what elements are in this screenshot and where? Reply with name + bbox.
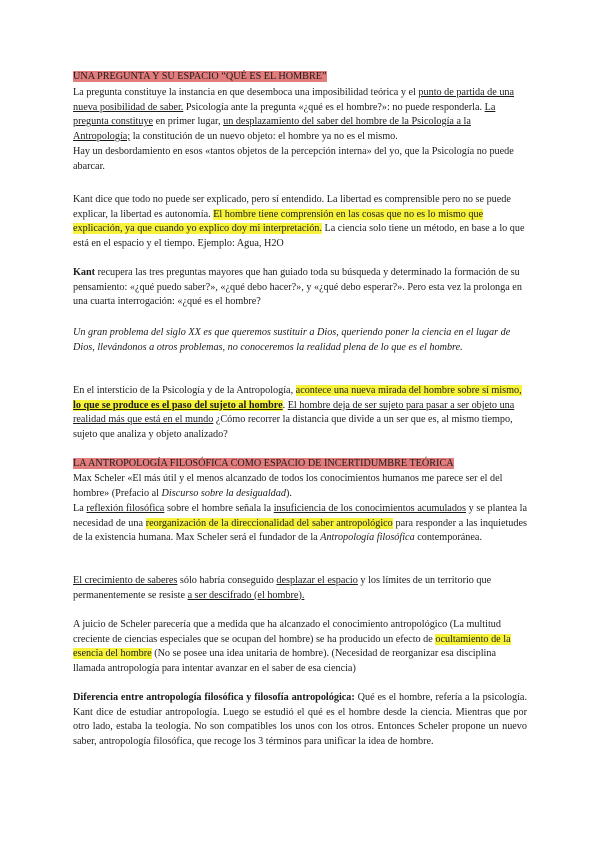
p4-bold-a: Kant	[73, 267, 96, 278]
p6-highlight-b: acontece una nueva mirada del hombre sobre sí mismo,	[295, 385, 522, 396]
section-title-2	[73, 457, 527, 472]
p3-highlight-b: El hombre tiene comprensión en las cosas que no es lo mismo que explicación, ya que cuando yo explico doy mi interpretación.	[73, 208, 484, 235]
section-title-1-text: UNA PREGUNTA Y SU ESPACIO “QUÉ ES EL HOMBRE”	[73, 71, 327, 82]
paragraph-8	[73, 502, 527, 546]
p7-italic-b: Discurso sobre la desigualdad	[161, 487, 286, 499]
p9-text-d: y los límites de un territorio que permanentemente se resiste	[73, 575, 492, 601]
p6-text-a: En el intersticio de la Psicología y de la Antropología,	[73, 385, 296, 396]
p1-text-a: La pregunta constituye la instancia en que desemboca una imposibilidad teórica y el	[73, 87, 419, 98]
paragraph-4	[73, 266, 527, 310]
paragraph-1	[73, 86, 527, 144]
p6-underline-e: El hombre deja de ser sujeto para pasar a ser objeto una realidad más que está en el mundo	[73, 399, 515, 426]
p1-underline-d: La pregunta constituye	[73, 101, 496, 128]
paragraph-6	[73, 384, 527, 442]
paragraph-7	[73, 472, 527, 501]
p2-text: Hay un desbordamiento en esos «tantos objetos de la percepción interna» del yo, que la Psicología no puede abarcar.	[73, 146, 514, 172]
p6-text-d: .	[282, 399, 288, 411]
p9-text-b: sólo habría conseguido	[177, 575, 277, 586]
paragraph-10	[73, 618, 527, 676]
p1-underline-f: un desplazamiento del saber del hombre de la Psicología a la Antropología;	[73, 116, 471, 142]
p10-highlight-b: ocultamiento de la esencia del hombre	[73, 633, 511, 660]
p10-text-c: (No se posee una idea unitaria de hombre). (Necesidad de reorganizar esa disciplina llamada antropología para intentar avanzar en el saber de esa ciencia)	[73, 648, 496, 674]
p6-highlight-bold-c: lo que se produce es el paso del sujeto al hombre	[73, 399, 283, 411]
p7-text-c: ).	[285, 487, 292, 499]
section-title-1	[73, 70, 527, 85]
p10-text-a: A juicio de Scheler parecería que a medida que ha alcanzado el conocimiento antropológico (La multitud creciente de ciencias especiales que se ocupan del hombre) se ha producido un efecto de	[73, 619, 501, 645]
p5-italic-text: Un gran problema del siglo XX es que queremos sustituir a Dios, queriendo poner la ciencia en el lugar de Dios, llevándonos a otros problemas, no conoceremos la realidad plena de lo que es el hombre.	[73, 327, 511, 353]
p8-text-e: y se plantea la necesidad de una	[73, 503, 527, 529]
paragraph-5	[73, 326, 527, 355]
p8-text-c: sobre el hombre señala la	[164, 503, 274, 514]
p8-underline-d: insuficiencia de los conocimientos acumulados	[273, 503, 466, 514]
paragraph-11	[73, 691, 527, 749]
p4-text-b: recupera las tres preguntas mayores que han guiado toda su búsqueda y determinado la formación de su pensamiento: «¿qué puedo saber?», «¿qué debo hacer?», y «¿qué debo esperar?». Pero esta vez la prolonga en una cuarta interrogación: «¿qué es el hombre?	[73, 267, 522, 308]
p8-text-g: para responder a las inquietudes de la existencia humana. Max Scheler será el fundador de la	[73, 517, 527, 544]
p11-text-b: Qué es el hombre, refería a la psicología. Kant dice de estudiar antropología. Luego se estudió el qué es el hombre desde la ciencia. Mientras que por otro lado, estaba la teología. No son compatibles los unos con los otros. Entonces Scheler propone un nuevo saber, antropología filosófica, que recoge los 3 términos para unificar la idea de hombre.	[73, 692, 527, 747]
p8-text-a: La	[73, 503, 87, 514]
p7-text-a: Max Scheler «El más útil y el menos alcanzado de todos los conocimientos humanos me parece ser el del hombre» (Prefacio al	[73, 473, 503, 499]
p1-text-c: Psicología ante la pregunta «¿qué es el hombre?»: no puede responderla.	[183, 101, 485, 113]
p1-text-e: en primer lugar,	[153, 116, 224, 128]
p11-bold-a: Diferencia entre antropología filosófica y filosofía antropológica:	[73, 692, 355, 703]
p9-underline-e: a ser descifrado (el hombre).	[187, 589, 305, 601]
paragraph-9	[73, 574, 527, 603]
p8-italic-h: Antropología filosófica	[320, 532, 415, 544]
p3-text-a: Kant dice que todo no puede ser explicado, pero sí entendido. La libertad es comprensible pero no se puede explicar, la libertad es autonomía.	[73, 194, 511, 220]
p6-text-f: ¿Cómo recorrer la distancia que divide a un ser que es, al mismo tiempo, sujeto que analiza y objeto analizado?	[73, 414, 513, 440]
p9-underline-a: El crecimiento de saberes	[73, 575, 178, 586]
p1-underline-b: punto de partida de una nueva posibilidad de saber.	[73, 87, 515, 113]
paragraph-2	[73, 145, 527, 174]
p3-text-c: La ciencia solo tiene un método, en base a lo que está en el espacio y el tiempo. Ejemplo: Agua, H2O	[73, 223, 525, 249]
p8-highlight-f: reorganización de la direccionalidad del saber antropológico	[145, 517, 393, 529]
section-title-2-text: LA ANTROPOLOGÍA FILOSÓFICA COMO ESPACIO DE INCERTIDUMBRE TEÓRICA	[73, 458, 454, 469]
p8-underline-b: reflexión filosófica	[86, 503, 165, 514]
p9-underline-c: desplazar el espacio	[276, 575, 358, 586]
p8-text-i: contemporánea.	[414, 532, 482, 544]
paragraph-3	[73, 193, 527, 251]
p1-text-g: la constitución de un nuevo objeto: el hombre ya no es el mismo.	[130, 130, 398, 142]
